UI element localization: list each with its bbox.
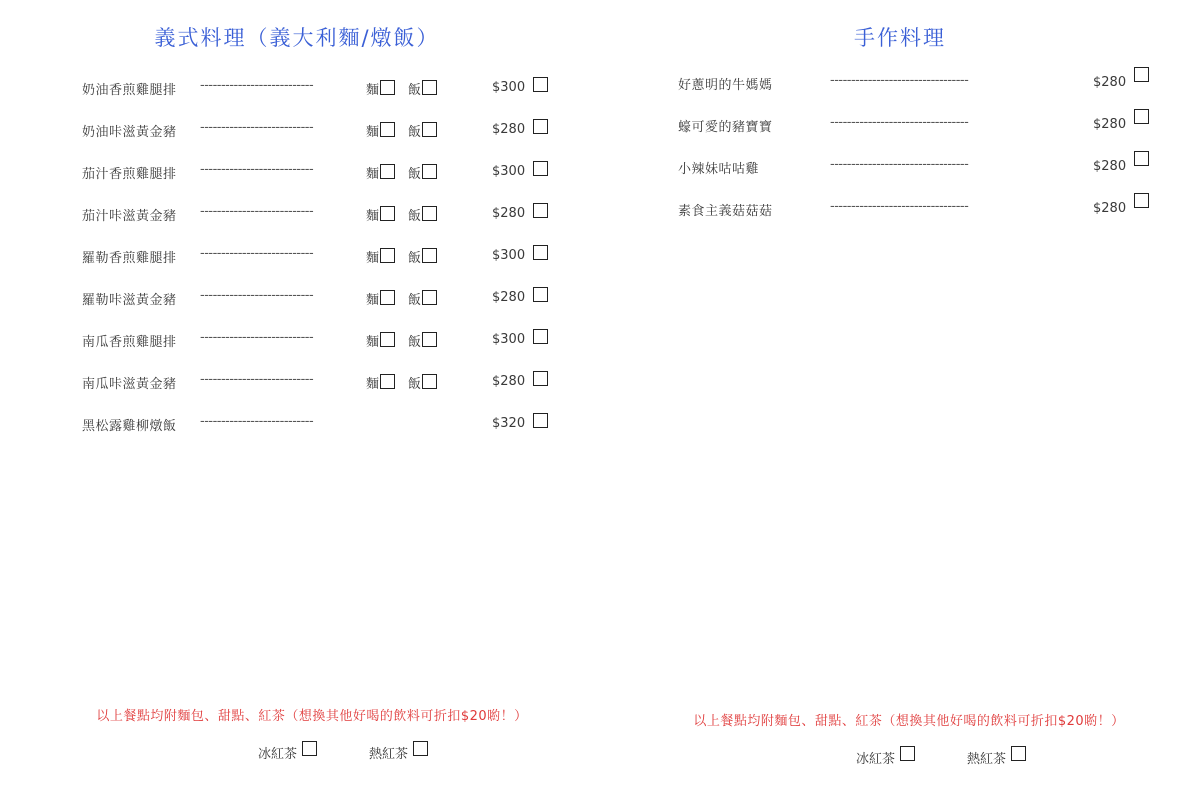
hot-tea-checkbox[interactable] xyxy=(1011,746,1026,761)
iced-tea-option xyxy=(258,741,317,762)
order-checkbox[interactable] xyxy=(533,161,548,176)
item-name: 南瓜咔滋黃金豬 xyxy=(82,377,177,392)
noodle-option xyxy=(366,373,395,392)
item-name: 素食主義菇菇菇 xyxy=(678,204,773,219)
noodle-checkbox[interactable] xyxy=(380,290,395,305)
rice-checkbox[interactable] xyxy=(422,332,437,347)
item-price: $300 xyxy=(492,164,526,179)
rice-label: 飯 xyxy=(408,251,422,266)
order-checkbox[interactable] xyxy=(1134,109,1149,124)
leader-dashes: --------------------------- xyxy=(200,120,314,135)
leader-dashes: --------------------------- xyxy=(200,246,314,261)
leader-dashes: --------------------------- xyxy=(200,204,314,219)
item-name: 奶油香煎雞腿排 xyxy=(82,83,177,98)
order-checkbox[interactable] xyxy=(1134,193,1149,208)
item-price: $300 xyxy=(492,332,526,347)
item-name: 小辣妹咕咕雞 xyxy=(678,162,760,177)
iced-tea-label: 冰紅茶 xyxy=(856,752,896,767)
item-price: $280 xyxy=(1093,75,1127,90)
handmade-menu-title: 手作料理 xyxy=(854,26,946,50)
noodle-label: 麵 xyxy=(366,335,380,350)
item-price: $280 xyxy=(492,122,526,137)
item-price: $280 xyxy=(1093,201,1127,216)
noodle-label: 麵 xyxy=(366,83,380,98)
hot-tea-option xyxy=(967,746,1026,767)
hot-tea-label: 熱紅茶 xyxy=(967,752,1007,767)
leader-dashes: --------------------------- xyxy=(200,414,314,429)
rice-label: 飯 xyxy=(408,377,422,392)
rice-option xyxy=(408,247,437,266)
item-price: $280 xyxy=(492,206,526,221)
leader-dashes: --------------------------------- xyxy=(830,115,969,130)
noodle-checkbox[interactable] xyxy=(380,80,395,95)
iced-tea-checkbox[interactable] xyxy=(302,741,317,756)
rice-label: 飯 xyxy=(408,167,422,182)
noodle-label: 麵 xyxy=(366,251,380,266)
order-checkbox[interactable] xyxy=(1134,151,1149,166)
item-price: $300 xyxy=(492,248,526,263)
item-name: 黑松露雞柳燉飯 xyxy=(82,419,177,434)
noodle-label: 麵 xyxy=(366,167,380,182)
noodle-label: 麵 xyxy=(366,209,380,224)
rice-checkbox[interactable] xyxy=(422,374,437,389)
noodle-option xyxy=(366,247,395,266)
order-checkbox[interactable] xyxy=(533,371,548,386)
rice-checkbox[interactable] xyxy=(422,206,437,221)
order-checkbox[interactable] xyxy=(533,77,548,92)
noodle-checkbox[interactable] xyxy=(380,332,395,347)
rice-option xyxy=(408,121,437,140)
rice-checkbox[interactable] xyxy=(422,122,437,137)
noodle-option xyxy=(366,163,395,182)
item-name: 羅勒香煎雞腿排 xyxy=(82,251,177,266)
noodle-checkbox[interactable] xyxy=(380,248,395,263)
leader-dashes: --------------------------------- xyxy=(830,73,969,88)
rice-checkbox[interactable] xyxy=(422,290,437,305)
noodle-option xyxy=(366,79,395,98)
rice-option xyxy=(408,163,437,182)
iced-tea-label: 冰紅茶 xyxy=(258,747,298,762)
item-price: $280 xyxy=(492,290,526,305)
noodle-checkbox[interactable] xyxy=(380,164,395,179)
leader-dashes: --------------------------- xyxy=(200,162,314,177)
rice-option xyxy=(408,373,437,392)
order-checkbox[interactable] xyxy=(533,287,548,302)
rice-label: 飯 xyxy=(408,335,422,350)
noodle-option xyxy=(366,289,395,308)
noodle-label: 麵 xyxy=(366,293,380,308)
included-items-note: 以上餐點均附麵包、甜點、紅茶（想換其他好喝的飲料可折扣$20喲！） xyxy=(693,714,1125,729)
noodle-label: 麵 xyxy=(366,377,380,392)
item-name: 好蔥明的牛媽媽 xyxy=(678,78,773,93)
leader-dashes: --------------------------------- xyxy=(830,157,969,172)
hot-tea-checkbox[interactable] xyxy=(413,741,428,756)
item-name: 羅勒咔滋黃金豬 xyxy=(82,293,177,308)
item-name: 茄汁咔滋黃金豬 xyxy=(82,209,177,224)
included-items-note: 以上餐點均附麵包、甜點、紅茶（想換其他好喝的飲料可折扣$20喲！） xyxy=(96,709,528,724)
rice-option xyxy=(408,205,437,224)
rice-label: 飯 xyxy=(408,83,422,98)
item-name: 奶油咔滋黃金豬 xyxy=(82,125,177,140)
rice-checkbox[interactable] xyxy=(422,248,437,263)
iced-tea-option xyxy=(856,746,915,767)
noodle-checkbox[interactable] xyxy=(380,374,395,389)
order-checkbox[interactable] xyxy=(533,245,548,260)
rice-option xyxy=(408,79,437,98)
rice-label: 飯 xyxy=(408,293,422,308)
leader-dashes: --------------------------- xyxy=(200,372,314,387)
rice-label: 飯 xyxy=(408,125,422,140)
noodle-label: 麵 xyxy=(366,125,380,140)
rice-option xyxy=(408,331,437,350)
item-price: $300 xyxy=(492,80,526,95)
order-checkbox[interactable] xyxy=(533,203,548,218)
handmade-menu-section xyxy=(600,0,1200,800)
leader-dashes: --------------------------- xyxy=(200,288,314,303)
item-price: $280 xyxy=(1093,117,1127,132)
rice-checkbox[interactable] xyxy=(422,80,437,95)
order-checkbox[interactable] xyxy=(533,329,548,344)
noodle-checkbox[interactable] xyxy=(380,206,395,221)
item-name: 茄汁香煎雞腿排 xyxy=(82,167,177,182)
noodle-option xyxy=(366,205,395,224)
italian-menu-title: 義式料理（義大利麵/燉飯） xyxy=(154,26,440,50)
leader-dashes: --------------------------- xyxy=(200,78,314,93)
rice-checkbox[interactable] xyxy=(422,164,437,179)
noodle-checkbox[interactable] xyxy=(380,122,395,137)
order-checkbox[interactable] xyxy=(533,119,548,134)
order-checkbox[interactable] xyxy=(1134,67,1149,82)
item-price: $280 xyxy=(1093,159,1127,174)
hot-tea-label: 熱紅茶 xyxy=(369,747,409,762)
hot-tea-option xyxy=(369,741,428,762)
item-name: 蠔可愛的豬寶寶 xyxy=(678,120,773,135)
rice-option xyxy=(408,289,437,308)
leader-dashes: --------------------------------- xyxy=(830,199,969,214)
item-price: $320 xyxy=(492,416,526,431)
leader-dashes: --------------------------- xyxy=(200,330,314,345)
noodle-option xyxy=(366,331,395,350)
rice-label: 飯 xyxy=(408,209,422,224)
item-name: 南瓜香煎雞腿排 xyxy=(82,335,177,350)
noodle-option xyxy=(366,121,395,140)
order-checkbox[interactable] xyxy=(533,413,548,428)
iced-tea-checkbox[interactable] xyxy=(900,746,915,761)
item-price: $280 xyxy=(492,374,526,389)
